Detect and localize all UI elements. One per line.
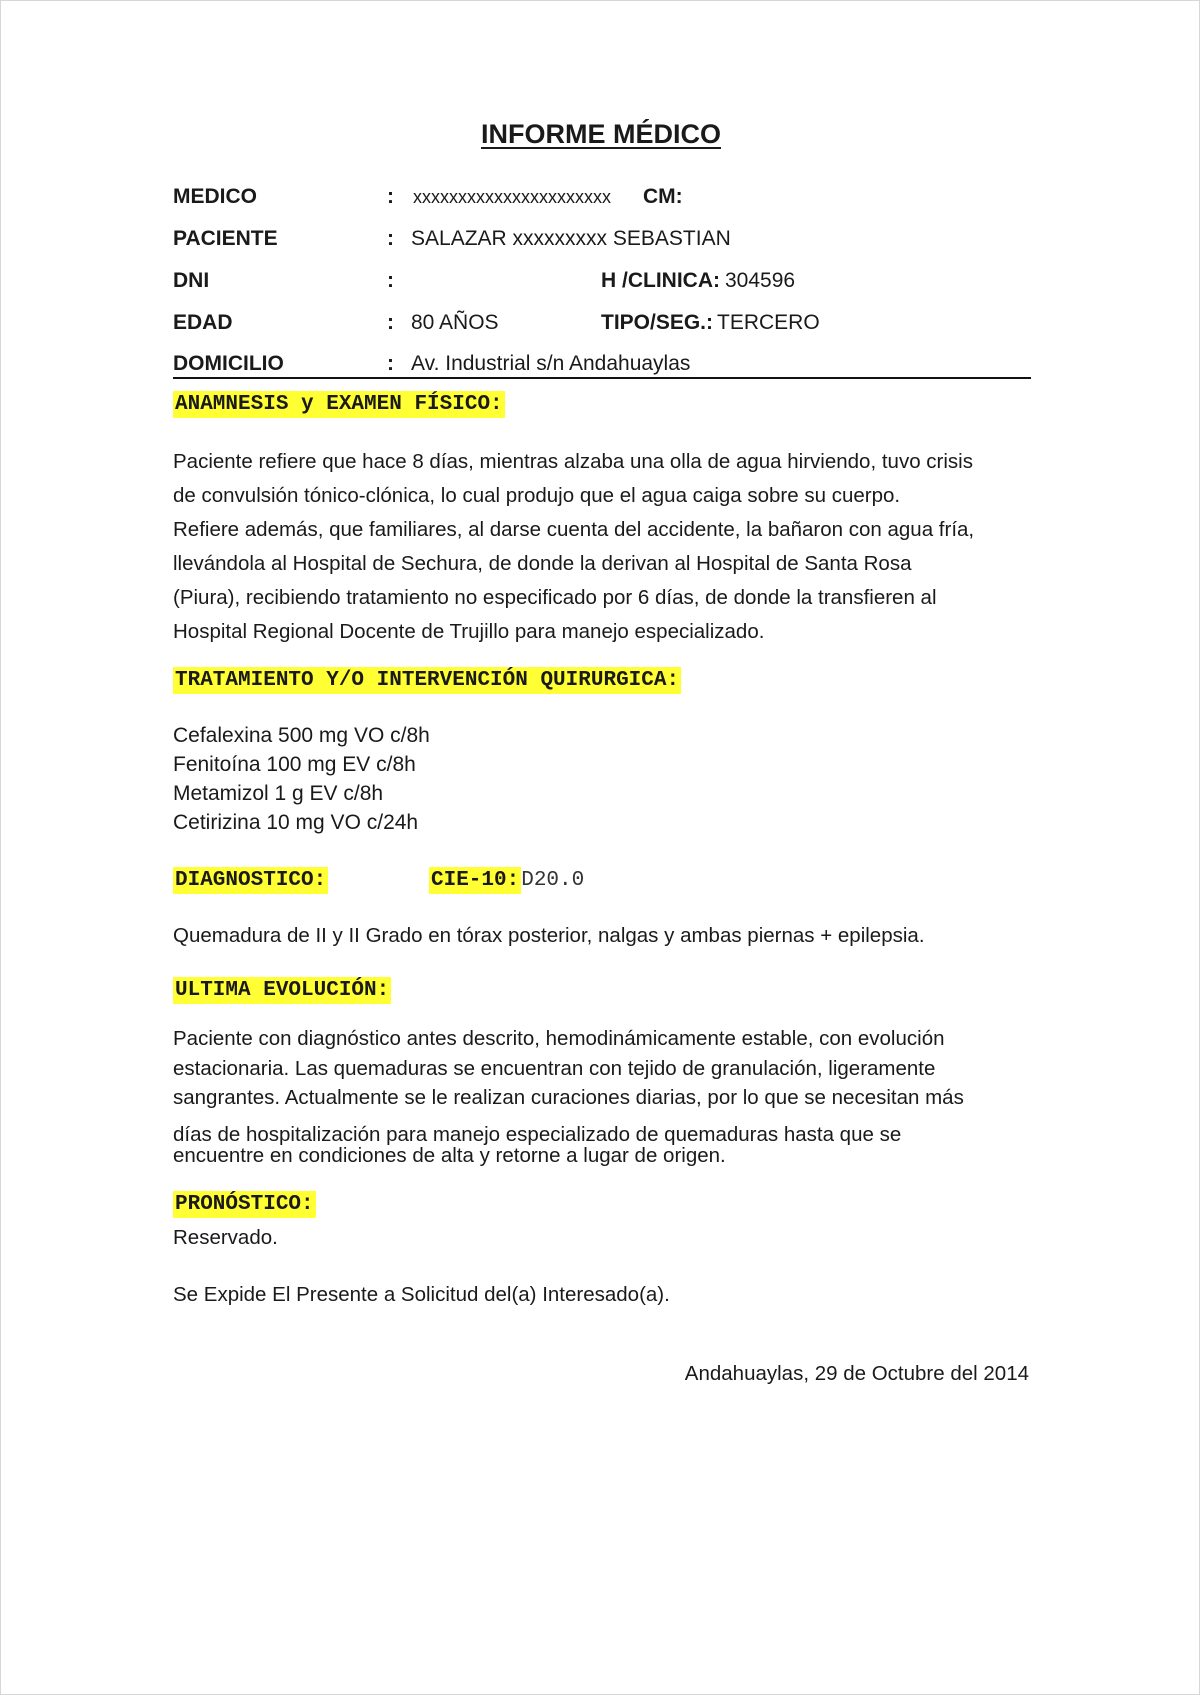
- anamnesis-line: Hospital Regional Docente de Trujillo para manejo especializado.: [173, 620, 765, 643]
- cie10-wrap: [429, 869, 584, 892]
- pronostico-heading: PRONÓSTICO:: [175, 1193, 314, 1216]
- anamnesis-line: llevándola al Hospital de Sechura, de donde la derivan al Hospital de Santa Rosa: [173, 552, 912, 575]
- treatment-list: [173, 721, 430, 837]
- cie10-code: D20.0: [521, 869, 585, 892]
- paciente-sep: :: [387, 227, 394, 250]
- tratamiento-heading-wrap: [173, 669, 681, 692]
- anamnesis-heading-wrap: [173, 393, 505, 416]
- diagnostico-heading-wrap: [173, 869, 328, 892]
- paciente-value: SALAZAR xxxxxxxxx SEBASTIAN: [411, 227, 731, 250]
- edad-sep: :: [387, 311, 394, 334]
- paciente-label: PACIENTE: [173, 227, 278, 250]
- anamnesis-heading: ANAMNESIS y EXAMEN FÍSICO:: [175, 393, 503, 416]
- medico-label: MEDICO: [173, 185, 257, 208]
- evolucion-line: sangrantes. Actualmente se le realizan curaciones diarias, por lo que se necesitan más: [173, 1086, 964, 1109]
- tratamiento-heading: TRATAMIENTO Y/O INTERVENCIÓN QUIRURGICA:: [175, 669, 680, 692]
- treatment-item: Metamizol 1 g EV c/8h: [173, 782, 384, 805]
- treatment-item: Cefalexina 500 mg VO c/8h: [173, 724, 430, 747]
- domicilio-label: DOMICILIO: [173, 352, 284, 375]
- pronostico-heading-wrap: [173, 1193, 316, 1216]
- anamnesis-line: de convulsión tónico-clónica, lo cual produjo que el agua caiga sobre su cuerpo.: [173, 484, 901, 507]
- edad-value: 80 AÑOS: [411, 311, 499, 334]
- place-date: Andahuaylas, 29 de Octubre del 2014: [684, 1362, 1029, 1385]
- evolucion-heading: ULTIMA EVOLUCIÓN:: [175, 979, 390, 1002]
- dni-sep: :: [387, 269, 394, 292]
- pronostico-text: Reservado.: [173, 1226, 278, 1249]
- evolucion-line: Paciente con diagnóstico antes descrito, hemodinámicamente estable, con evolución: [173, 1027, 945, 1050]
- evolucion-line: encuentre en condiciones de alta y retorne a lugar de origen.: [173, 1143, 726, 1167]
- evolucion-body: [173, 1024, 1029, 1166]
- anamnesis-line: Paciente refiere que hace 8 días, mientras alzaba una olla de agua hirviendo, tuvo crisis: [173, 450, 973, 473]
- medico-sep: :: [387, 185, 394, 208]
- anamnesis-line: (Piura), recibiendo tratamiento no especificado por 6 días, de donde la transfieren al: [173, 586, 937, 609]
- domicilio-sep: :: [387, 352, 394, 375]
- cie10-label: CIE-10:: [431, 869, 520, 892]
- treatment-item: Cetirizina 10 mg VO c/24h: [173, 811, 419, 834]
- historia-clinica-value: 304596: [725, 269, 796, 292]
- closing-statement: Se Expide El Presente a Solicitud del(a) Interesado(a).: [173, 1283, 670, 1306]
- cm-label: CM:: [643, 185, 683, 208]
- anamnesis-line: Refiere además, que familiares, al darse cuenta del accidente, la bañaron con agua fría,: [173, 518, 975, 541]
- dni-label: DNI: [173, 269, 210, 292]
- anamnesis-body: [173, 445, 1029, 649]
- medico-value: xxxxxxxxxxxxxxxxxxxxxx: [413, 187, 611, 207]
- tipo-seguro-value: TERCERO: [717, 311, 820, 334]
- diagnostico-text: Quemadura de II y II Grado en tórax posterior, nalgas y ambas piernas + epilepsia.: [173, 924, 925, 947]
- edad-label: EDAD: [173, 311, 233, 334]
- evolucion-heading-wrap: [173, 979, 391, 1002]
- domicilio-value: Av. Industrial s/n Andahuaylas: [411, 352, 691, 375]
- treatment-item: Fenitoína 100 mg EV c/8h: [173, 753, 416, 776]
- diagnostico-heading: DIAGNOSTICO:: [175, 869, 327, 892]
- historia-clinica-label: H /CLINICA:: [601, 269, 720, 292]
- header-divider: [173, 377, 1031, 379]
- tipo-seguro-label: TIPO/SEG.:: [601, 311, 714, 334]
- evolucion-line: días de hospitalización para manejo especializado de quemaduras hasta que se: [173, 1122, 902, 1146]
- evolucion-line: estacionaria. Las quemaduras se encuentran con tejido de granulación, ligeramente: [173, 1056, 936, 1080]
- document-title: INFORME MÉDICO: [481, 119, 721, 149]
